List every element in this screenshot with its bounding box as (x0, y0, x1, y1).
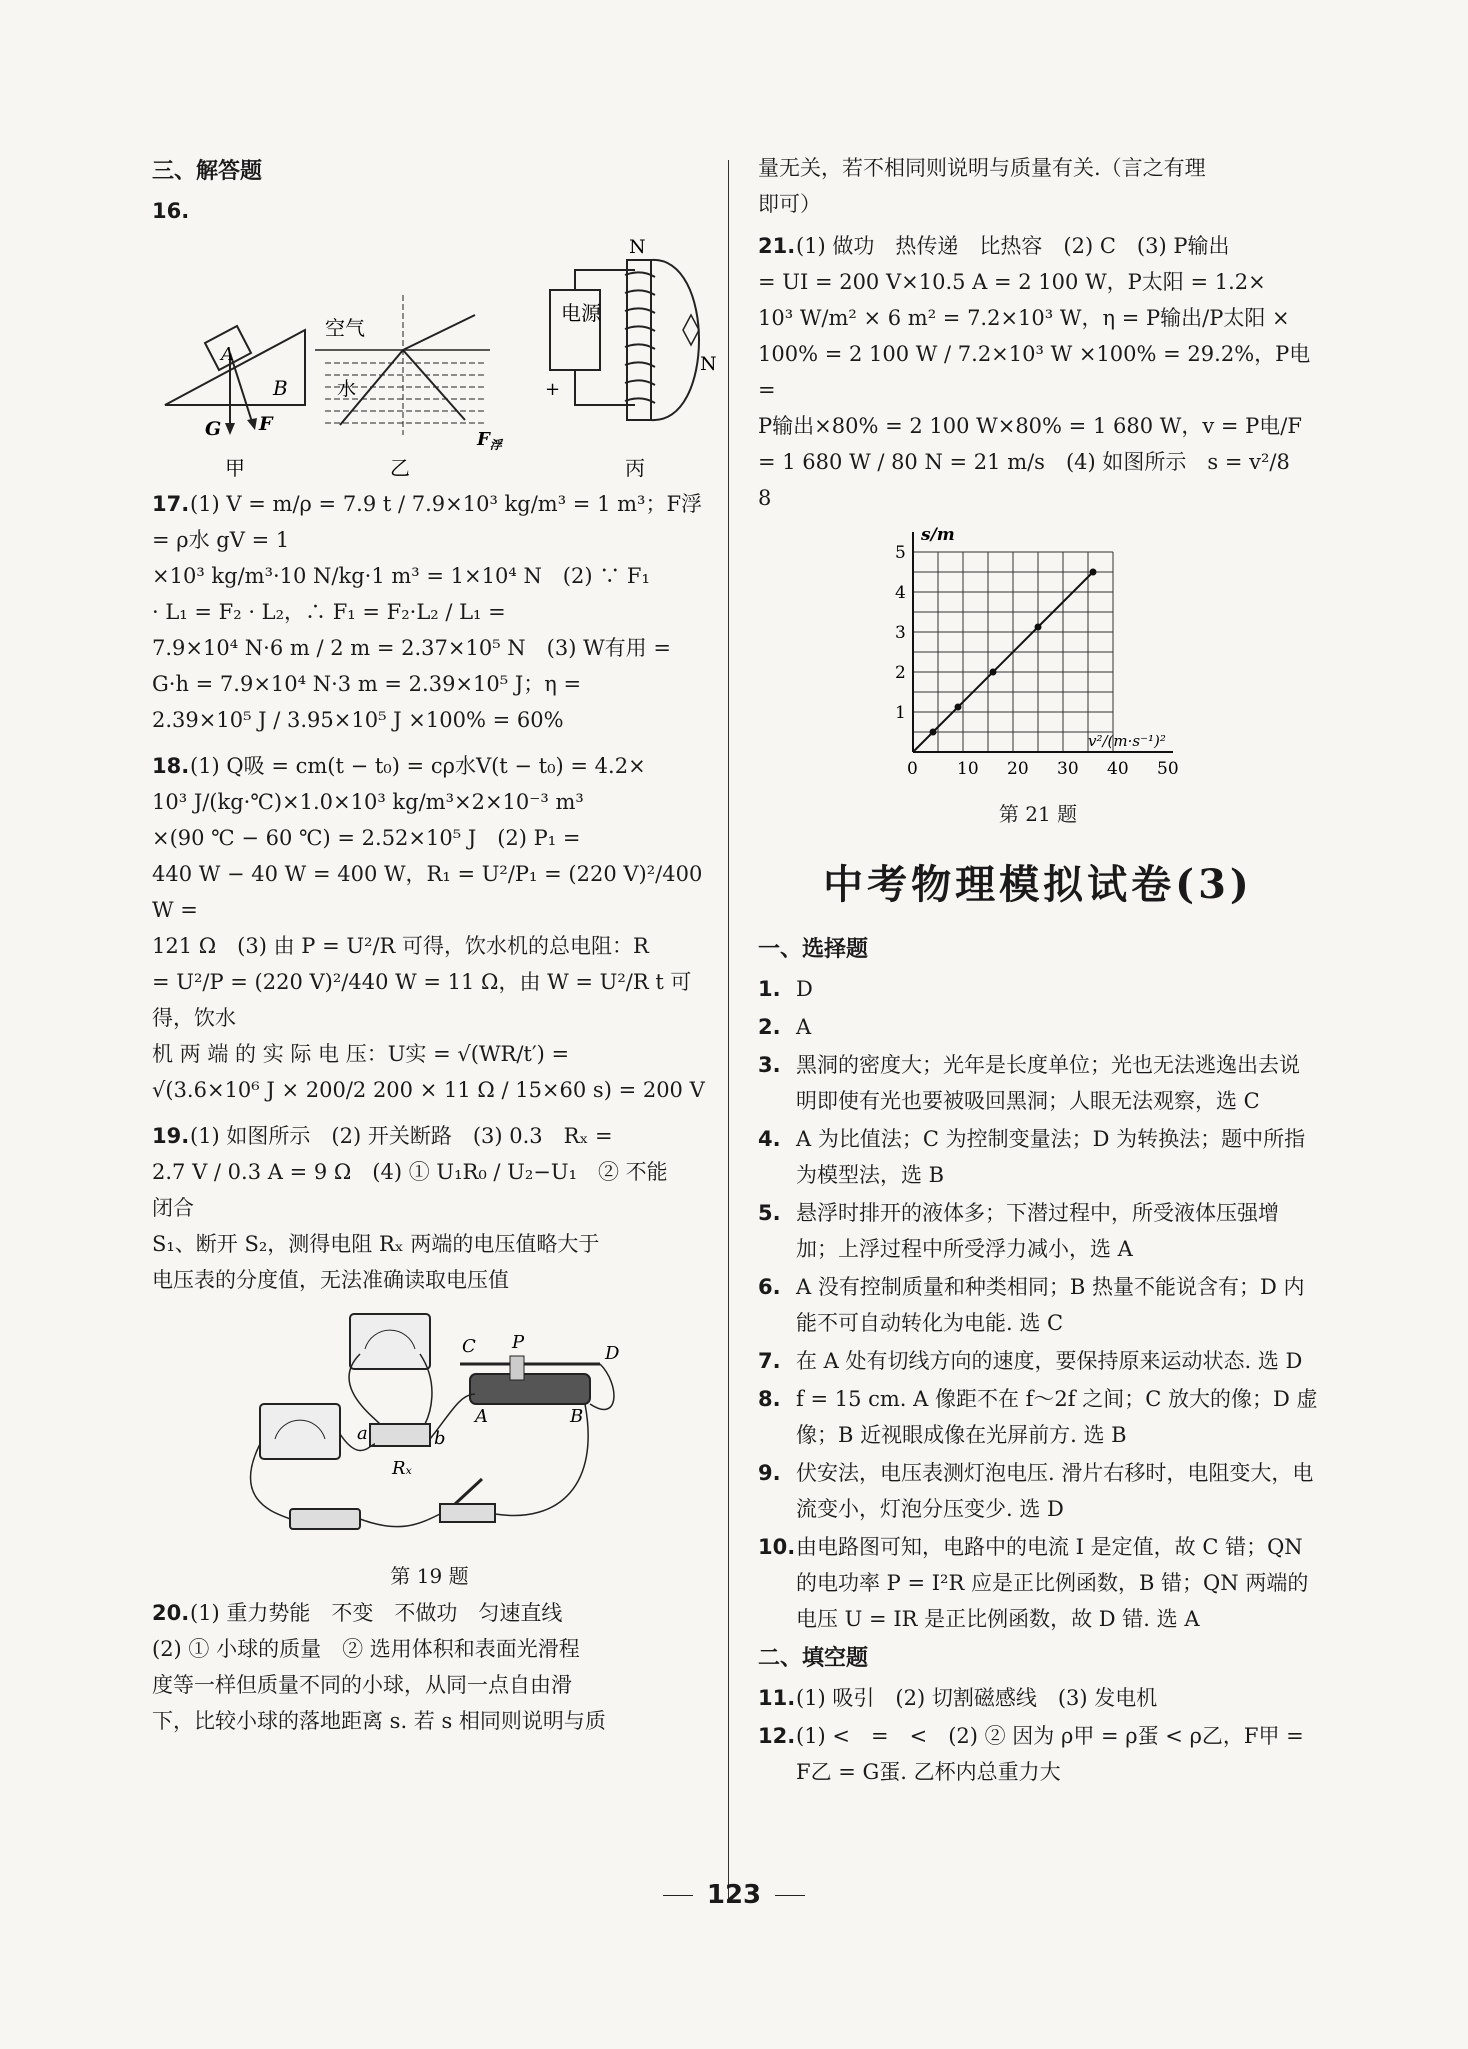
caption-bing: 丙 (624, 456, 645, 480)
x-tick-label: 10 (957, 759, 979, 779)
question-number: 5. (758, 1201, 781, 1225)
q18-line-4: 121 Ω (3) 由 P = U²/R 可得，饮水机的总电阻：R (152, 934, 649, 958)
q20-line-2: 度等一样但质量不同的小球，从同一点自由滑 (152, 1673, 572, 1697)
label-N-right: N (699, 353, 717, 375)
label-air: 空气 (324, 316, 365, 340)
q20-cont-1: 即可） (758, 192, 821, 216)
choice-item (758, 1121, 1318, 1193)
question-number: 1. (758, 977, 781, 1001)
question-20 (152, 1595, 707, 1739)
answer-text: A (796, 1015, 812, 1039)
q18-line-7: √(3.6×10⁶ J × 200/2 200 × 11 Ω / 15×60 s) = 200 V (152, 1078, 705, 1102)
label-Rx: Rₓ (391, 1458, 412, 1479)
label-N-top: N (628, 236, 646, 258)
q18-line-6: 机 两 端 的 实 际 电 压：U实 = √(WR/t′) = (152, 1042, 570, 1066)
answer-text: 由电路图可知，电路中的电流 I 是定值，故 C 错；QN 的电功率 P = I²R 应是正比例函数，B 错；QN 两端的电压 U = IR 是正比例函数，故 D 错. 选 A (796, 1535, 1309, 1631)
answer-text: (1) < = < (2) ② 因为 ρ甲 = ρ蛋 < ρ乙，F甲 = F乙 = G蛋. 乙杯内总重力大 (796, 1724, 1304, 1784)
answer-text: 悬浮时排开的液体多；下潜过程中，所受液体压强增加；上浮过程中所受浮力减小，选 A (796, 1201, 1279, 1261)
x-tick-label: 20 (1007, 759, 1029, 779)
data-point (1090, 569, 1097, 576)
q19-line-0: (1) 如图所示 (2) 开关断路 (3) 0.3 Rₓ = (190, 1124, 613, 1148)
label-G: G (204, 418, 221, 440)
answer-text: 黑洞的密度大；光年是长度单位；光也无法逃逸出去说明即使有光也要被吸回黑洞；人眼无法观察，选 C (796, 1053, 1300, 1113)
data-point (930, 729, 937, 736)
question-number: 11. (758, 1686, 796, 1710)
label-A: A (220, 344, 234, 365)
x-tick-label: 30 (1057, 759, 1079, 779)
y-tick-label: 4 (895, 583, 906, 603)
section-title-fill: 二、填空题 (758, 1646, 869, 1671)
choice-item (758, 1195, 1318, 1267)
q17-line-0: (1) V = m/ρ = 7.9 t / 7.9×10³ kg/m³ = 1 m³；F浮 = ρ水 gV = 1 (152, 492, 703, 552)
question-number: 4. (758, 1127, 781, 1151)
choice-item (758, 1529, 1318, 1637)
q19-line-2: S₁、断开 S₂，测得电阻 Rₓ 两端的电压值略大于 (152, 1232, 600, 1256)
answer-text: A 没有控制质量和种类相同；B 热量不能说含有；D 内能不可自动转化为电能. 选 C (796, 1275, 1305, 1335)
q18-line-5: = U²/P = (220 V)²/440 W = 11 Ω，由 W = U²/R t 可得，饮水 (152, 970, 692, 1030)
y-tick-label: 1 (895, 703, 906, 723)
label-water: 水 (336, 378, 356, 400)
fill-item (758, 1680, 1318, 1716)
column-divider (728, 160, 729, 1900)
label-a: a (356, 1423, 368, 1444)
choice-item (758, 1381, 1318, 1453)
q21-line-4: P输出×80% = 2 100 W×80% = 1 680 W，v = P电/F (758, 414, 1302, 438)
label-b: b (433, 1428, 446, 1449)
question-number: 17. (152, 492, 190, 516)
question-number: 9. (758, 1461, 781, 1485)
label-Ffu: $F_浮$ (476, 429, 502, 452)
q16-figures (155, 235, 717, 480)
caption-jia: 甲 (224, 456, 245, 480)
q19-caption: 第 19 题 (390, 1564, 469, 1588)
q21-line-3: 100% = 2 100 W / 7.2×10³ W ×100% = 29.2%，P电 = (758, 342, 1311, 402)
answer-text: A 为比值法；C 为控制变量法；D 为转换法；题中所指为模型法，选 B (796, 1127, 1306, 1187)
question-16 (152, 193, 707, 229)
question-number: 2. (758, 1015, 781, 1039)
q20-line-1: (2) ① 小球的质量 ② 选用体积和表面光滑程 (152, 1637, 580, 1661)
exam-title: 中考物理模拟试卷(3) (823, 861, 1253, 908)
figure-refraction (315, 295, 504, 480)
q17-line-3: 7.9×10⁴ N·6 m / 2 m = 2.37×10⁵ N (3) W有用 = (152, 636, 671, 660)
q19-circuit-figure (220, 1304, 640, 1554)
data-point (990, 669, 997, 676)
x-axis-label: v²/(m·s⁻¹)² (1088, 732, 1166, 750)
answer-text: 在 A 处有切线方向的速度，要保持原来运动状态. 选 D (796, 1349, 1303, 1373)
choice-answers (758, 971, 1318, 1637)
question-number: 19. (152, 1124, 190, 1148)
question-number: 21. (758, 234, 796, 258)
q21-caption: 第 21 题 (998, 802, 1078, 826)
label-plus: + (544, 379, 560, 400)
x-tick-label: 0 (907, 759, 918, 779)
section-title-answer: 三、解答题 (152, 159, 263, 184)
q18-line-3: 440 W − 40 W = 400 W，R₁ = U²/P₁ = (220 V)²/400 W = (152, 862, 703, 922)
question-number: 18. (152, 754, 190, 778)
q21-chart (873, 522, 1203, 792)
choice-item (758, 1009, 1318, 1045)
question-number: 10. (758, 1535, 796, 1559)
figure-solenoid (545, 236, 717, 480)
label-C: C (461, 1336, 476, 1357)
q20-cont-0: 量无关，若不相同则说明与质量有关.（言之有理 (758, 156, 1206, 180)
q20-line-3: 下，比较小球的落地距离 s. 若 s 相同则说明与质 (152, 1709, 606, 1733)
question-number: 3. (758, 1053, 781, 1077)
answer-text: 伏安法，电压表测灯泡电压. 滑片右移时，电阻变大，电流变小，灯泡分压变少. 选 D (796, 1461, 1314, 1521)
q17-line-1: ×10³ kg/m³·10 N/kg·1 m³ = 1×10⁴ N (2) ∵ F₁ (152, 564, 650, 588)
question-17 (152, 486, 707, 738)
figure-incline (165, 326, 305, 480)
question-21 (758, 228, 1318, 516)
label-F: F (258, 413, 272, 435)
fill-item (758, 1718, 1318, 1790)
page-number: 123 (0, 1880, 1468, 1910)
question-number: 16. (152, 199, 190, 223)
y-tick-label: 5 (895, 543, 906, 563)
choice-item (758, 1343, 1318, 1379)
answer-text: D (796, 977, 813, 1001)
q18-line-0: (1) Q吸 = cm(t − t₀) = cρ水V(t − t₀) = 4.2× (190, 754, 646, 778)
q21-line-2: 10³ W/m² × 6 m² = 7.2×10³ W，η = P输出/P太阳 × (758, 306, 1290, 330)
right-column (758, 150, 1318, 1792)
q21-line-1: = UI = 200 V×10.5 A = 2 100 W，P太阳 = 1.2× (758, 270, 1266, 294)
y-tick-label: 3 (895, 623, 906, 643)
left-column (152, 150, 717, 1741)
question-18 (152, 748, 707, 1108)
answer-text: f = 15 cm. A 像距不在 f～2f 之间；C 放大的像；D 虚像；B 近视眼成像在光屏前方. 选 B (796, 1387, 1318, 1447)
section-title-choice: 一、选择题 (758, 937, 869, 962)
question-number: 12. (758, 1724, 796, 1748)
question-number: 20. (152, 1601, 190, 1625)
label-power: 电源 (560, 301, 601, 325)
label-B: B (272, 376, 288, 400)
q19-line-1: 2.7 V / 0.3 A = 9 Ω (4) ① U₁R₀ / U₂−U₁ ② 不能 闭合 (152, 1160, 689, 1220)
fill-answers (758, 1680, 1318, 1790)
choice-item (758, 1269, 1318, 1341)
q17-line-2: · L₁ = F₂ · L₂，∴ F₁ = F₂·L₂ / L₁ = (152, 600, 506, 624)
question-19 (152, 1118, 707, 1298)
x-tick-label: 40 (1107, 759, 1129, 779)
question-number: 8. (758, 1387, 781, 1411)
q17-line-5: 2.39×10⁵ J / 3.95×10⁵ J ×100% = 60% (152, 708, 564, 732)
choice-item (758, 1047, 1318, 1119)
q18-line-1: 10³ J/(kg·℃)×1.0×10³ kg/m³×2×10⁻³ m³ (152, 790, 584, 814)
x-tick-label: 50 (1157, 759, 1179, 779)
label-B-rheo: B (569, 1406, 583, 1427)
y-tick-label: 2 (895, 663, 906, 683)
q21-line-0: (1) 做功 热传递 比热容 (2) C (3) P输出 (796, 234, 1230, 258)
q19-line-3: 电压表的分度值，无法准确读取电压值 (152, 1268, 509, 1292)
question-20-continued (758, 150, 1318, 222)
data-point (1035, 624, 1042, 631)
question-number: 6. (758, 1275, 781, 1299)
label-A-rheo: A (474, 1406, 488, 1427)
caption-yi: 乙 (389, 456, 410, 480)
data-point (955, 704, 962, 711)
label-D: D (604, 1343, 619, 1364)
choice-item (758, 971, 1318, 1007)
y-axis-label: s/m (921, 525, 955, 545)
q18-line-2: ×(90 ℃ − 60 ℃) = 2.52×10⁵ J (2) P₁ = (152, 826, 581, 850)
choice-item (758, 1455, 1318, 1527)
question-number: 7. (758, 1349, 781, 1373)
q21-line-5: = 1 680 W / 80 N = 21 m/s (4) 如图所示 s = v²/8 8 (758, 450, 1311, 510)
answer-text: (1) 吸引 (2) 切割磁感线 (3) 发电机 (796, 1686, 1158, 1710)
label-P: P (511, 1332, 524, 1353)
series-line (913, 572, 1093, 752)
q20-line-0: (1) 重力势能 不变 不做功 匀速直线 (190, 1601, 563, 1625)
q17-line-4: G·h = 7.9×10⁴ N·3 m = 2.39×10⁵ J；η = (152, 672, 582, 696)
